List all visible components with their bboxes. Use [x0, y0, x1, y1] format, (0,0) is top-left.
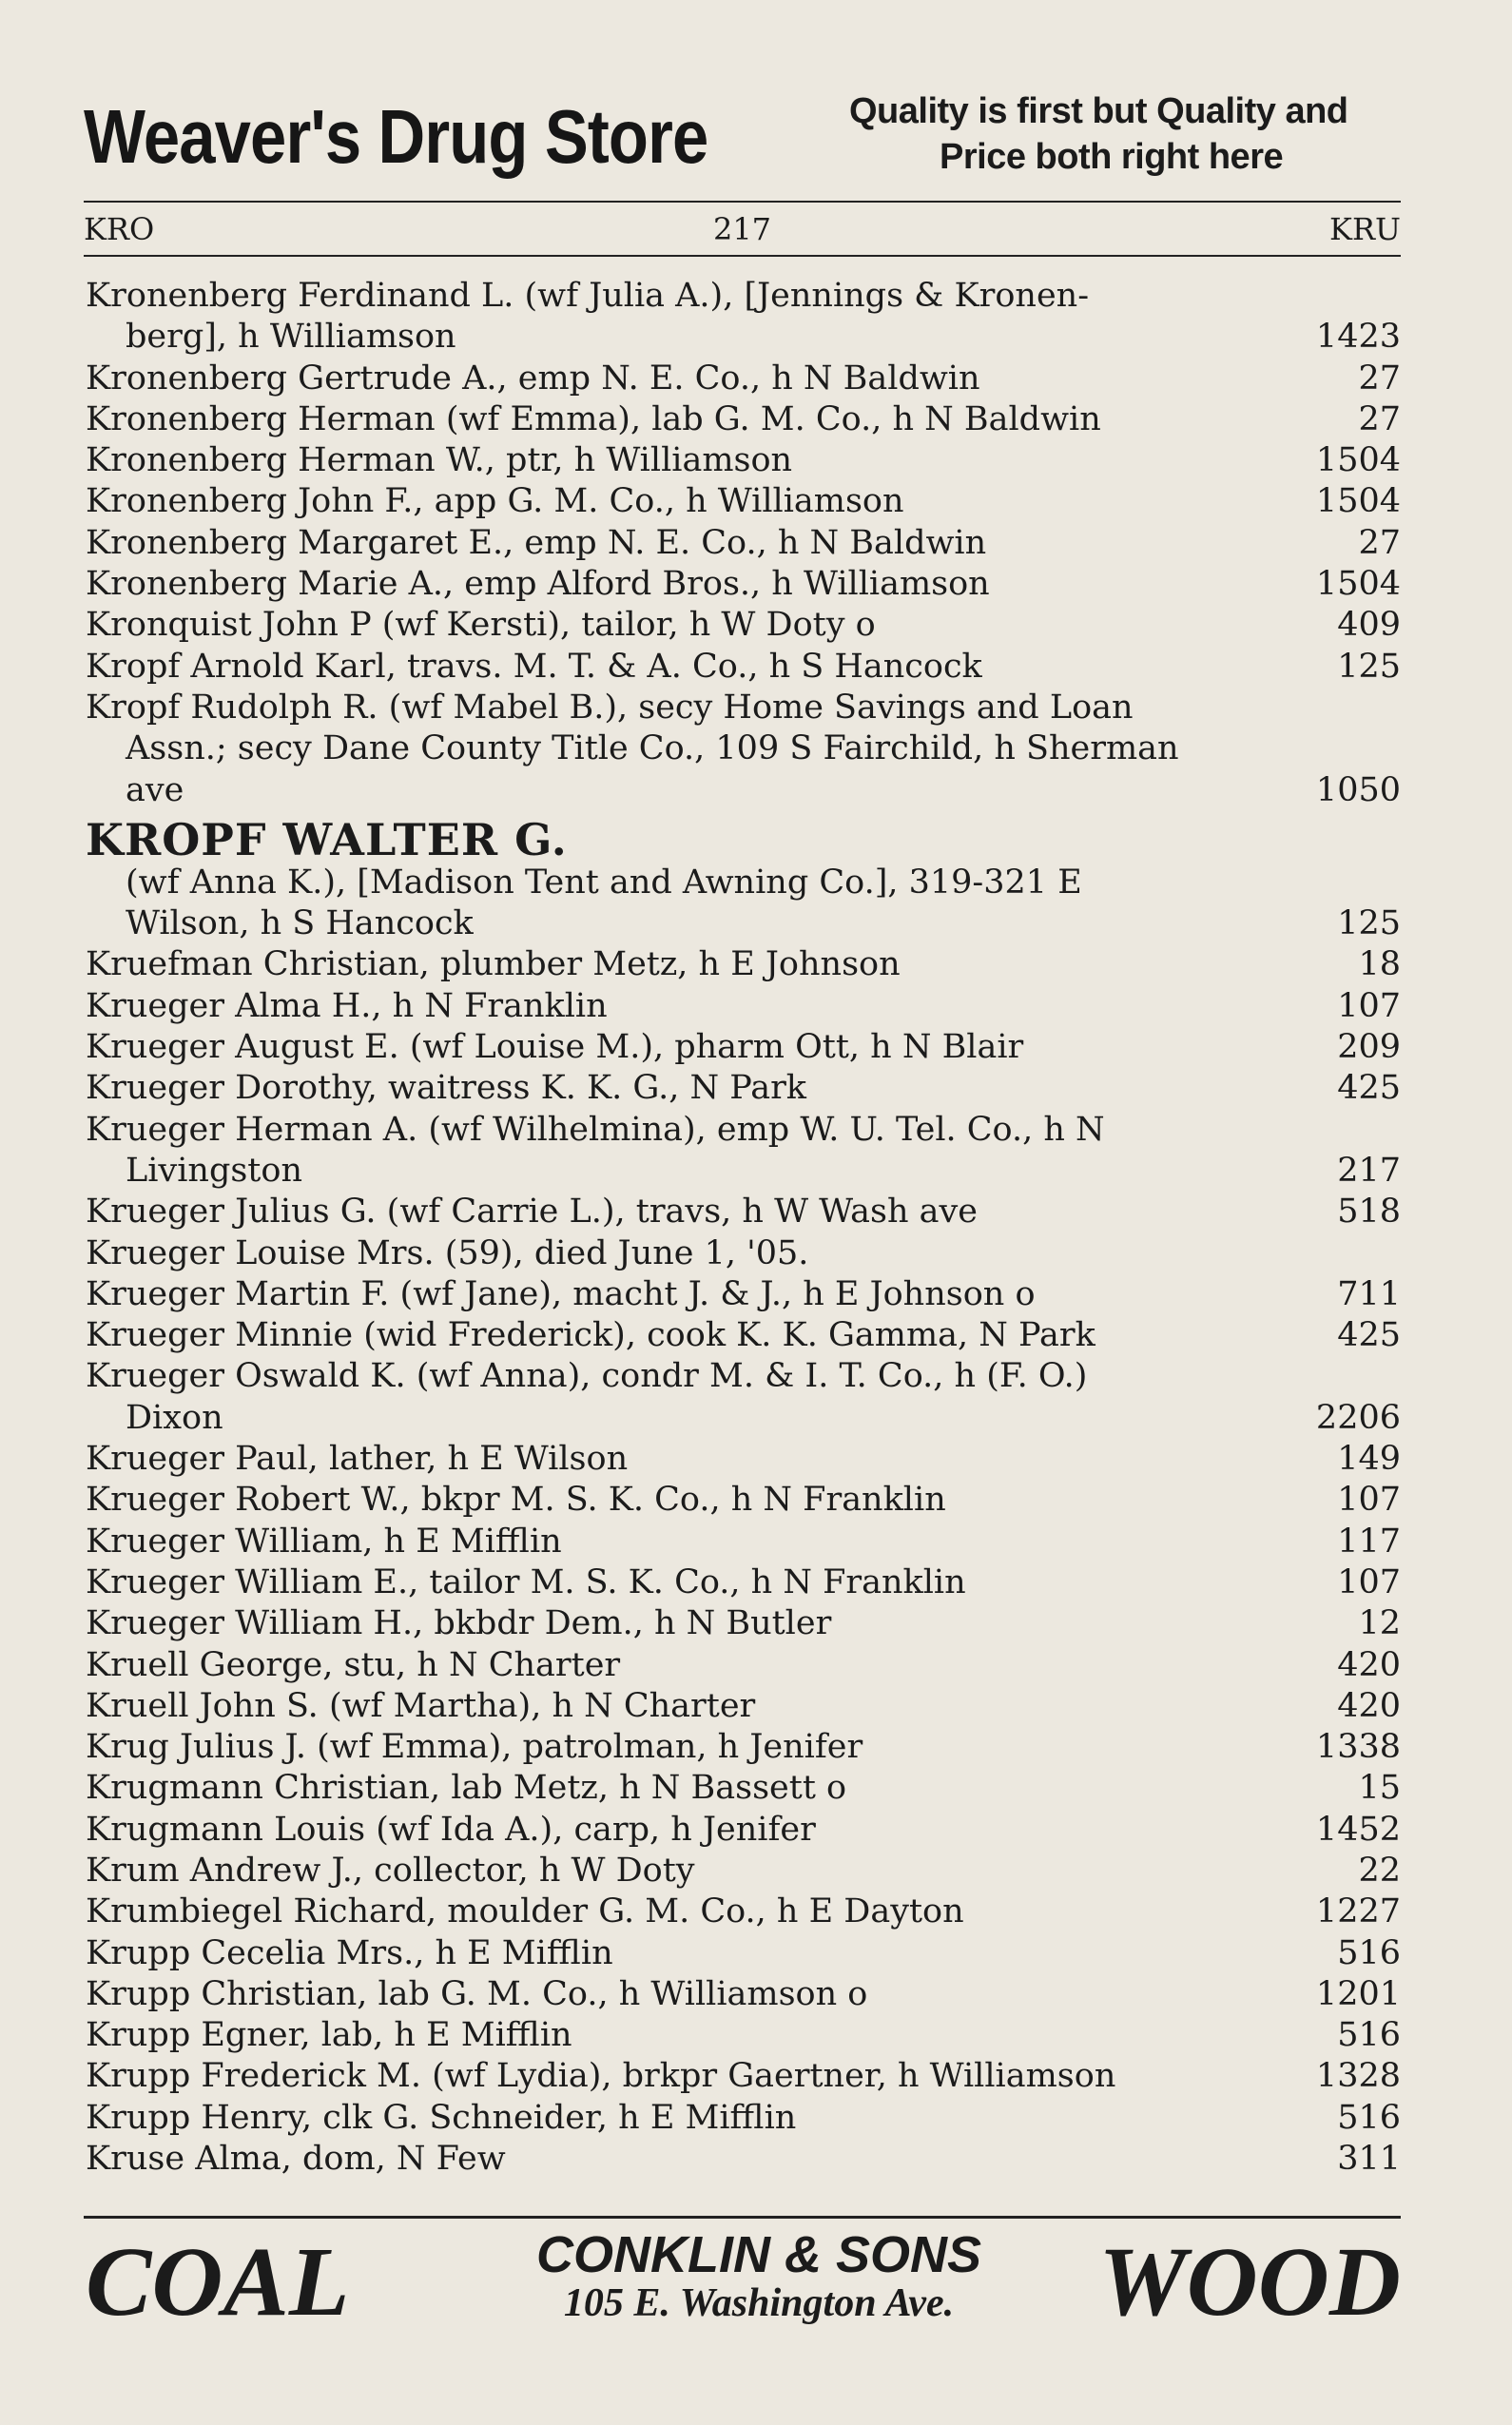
house-number: 1328: [1315, 2057, 1401, 2096]
house-number: 12: [1358, 1604, 1401, 1643]
list-item: [86, 1356, 1401, 1397]
running-head: [84, 211, 1401, 249]
entry-text: Kruell George, stu, h N Charter: [86, 1645, 621, 1684]
entry-text: Krueger Dorothy, waitress K. K. G., N Park: [86, 1069, 807, 1108]
entry-text: Krueger William, h E Mifflin: [86, 1522, 562, 1561]
ad-company-name: CONKLIN & SONS: [535, 2226, 982, 2283]
house-number: 27: [1358, 359, 1401, 398]
list-item: [86, 1603, 1401, 1644]
entry-text: Krueger Alma H., h N Franklin: [86, 986, 608, 1025]
entry-text: Assn.; secy Dane County Title Co., 109 S Fairchild, h Sherman: [126, 729, 1179, 768]
list-item: [86, 647, 1401, 688]
entry-text: Kronenberg Gertrude A., emp N. E. Co., h N Baldwin: [86, 359, 980, 398]
house-number: 1504: [1315, 441, 1401, 480]
entry-text: Krueger Julius G. (wf Carrie L.), travs, h W Wash ave: [86, 1193, 978, 1232]
house-number: 107: [1337, 986, 1401, 1025]
house-number: 27: [1358, 399, 1401, 438]
entry-text: Krueger Minnie (wid Frederick), cook K. K. Gamma, N Park: [86, 1316, 1095, 1355]
list-item: [86, 1068, 1401, 1109]
entry-text: Krug Julius J. (wf Emma), patrolman, h Jenifer: [86, 1728, 863, 1767]
house-number: 711: [1337, 1274, 1401, 1313]
entry-text: Krueger August E. (wf Louise M.), pharm Ott, h N Blair: [86, 1028, 1024, 1067]
list-item: [86, 317, 1401, 358]
footer-rule: [84, 2216, 1401, 2219]
list-item: [86, 1645, 1401, 1686]
house-number: 1050: [1315, 770, 1401, 809]
entry-text: Krugmann Christian, lab Metz, h N Bassett o: [86, 1769, 847, 1808]
header-rule: [84, 201, 1401, 203]
house-number: 107: [1337, 1481, 1401, 1520]
house-number: 420: [1337, 1686, 1401, 1725]
list-item: [86, 564, 1401, 605]
entry-text: berg], h Williamson: [126, 318, 456, 357]
list-item: [86, 1810, 1401, 1851]
list-item: [86, 903, 1401, 944]
entry-text: Krupp Egner, lab, h E Mifflin: [86, 2016, 572, 2055]
list-item: [86, 605, 1401, 646]
house-number: 15: [1358, 1769, 1401, 1808]
entry-text: Krupp Frederick M. (wf Lydia), brkpr Gaertner, h Williamson: [86, 2057, 1116, 2096]
house-number: 1423: [1315, 318, 1401, 357]
ad-wood-word: WOOD: [1098, 2227, 1401, 2337]
entry-text: Livingston: [126, 1151, 302, 1190]
ad-company-address: 105 E. Washington Ave.: [563, 2281, 955, 2325]
entry-text: Kropf Arnold Karl, travs. M. T. & A. Co., h S Hancock: [86, 647, 982, 686]
entry-text: Kruse Alma, dom, N Few: [86, 2140, 506, 2179]
house-number: 125: [1337, 904, 1401, 943]
list-item: [86, 2015, 1401, 2056]
list-item: [86, 2139, 1401, 2180]
directory-listing: [86, 276, 1401, 2180]
entry-text: Kronenberg Ferdinand L. (wf Julia A.), [Jennings & Kronen-: [86, 277, 1090, 315]
ad-coal-word: COAL: [86, 2227, 350, 2337]
list-item: [86, 1027, 1401, 1068]
list-item: [86, 1439, 1401, 1480]
list-item: [86, 688, 1401, 728]
house-number: 107: [1337, 1562, 1401, 1601]
entry-text: Krupp Christian, lab G. M. Co., h Williamson o: [86, 1974, 868, 2013]
house-number: 409: [1337, 606, 1401, 645]
entry-text: Krueger Paul, lather, h E Wilson: [86, 1440, 629, 1479]
entry-text: Kronenberg Herman (wf Emma), lab G. M. Co., h N Baldwin: [86, 399, 1101, 438]
entry-text: Kronenberg John F., app G. M. Co., h Williamson: [86, 482, 904, 521]
entry-text: Kruefman Christian, plumber Metz, h E Johnson: [86, 945, 901, 984]
house-number: 209: [1337, 1028, 1401, 1067]
entry-text: Wilson, h S Hancock: [126, 904, 474, 943]
entry-text: Krueger Robert W., bkpr M. S. K. Co., h N Franklin: [86, 1481, 946, 1520]
house-number: 1504: [1315, 565, 1401, 604]
house-number: 1227: [1315, 1892, 1401, 1931]
entry-text: Kronenberg Herman W., ptr, h Williamson: [86, 441, 793, 480]
house-number: 518: [1337, 1193, 1401, 1232]
list-item: [86, 1768, 1401, 1809]
list-item: [86, 1151, 1401, 1192]
entry-text: Kruell John S. (wf Martha), h N Charter: [86, 1686, 756, 1725]
entry-text: Krueger Herman A. (wf Wilhelmina), emp W. U. Tel. Co., h N: [86, 1110, 1105, 1149]
entry-text: Krumbiegel Richard, moulder G. M. Co., h E Dayton: [86, 1892, 964, 1931]
entry-text: Krugmann Louis (wf Ida A.), carp, h Jenifer: [86, 1810, 816, 1849]
list-item: [86, 1933, 1401, 1974]
entry-text: Krupp Cecelia Mrs., h E Mifflin: [86, 1933, 613, 1972]
entry-text: Krum Andrew J., collector, h W Doty: [86, 1851, 695, 1890]
house-number: 1452: [1315, 1810, 1401, 1849]
list-item: [86, 1480, 1401, 1521]
list-item: [86, 523, 1401, 564]
entry-text: Krueger William H., bkbdr Dem., h N Butler: [86, 1604, 832, 1643]
list-item: [86, 1315, 1401, 1356]
entry-text: Dixon: [126, 1398, 223, 1437]
entry-text: Krueger Martin F. (wf Jane), macht J. & J., h E Johnson o: [86, 1274, 1036, 1313]
list-item: [86, 1562, 1401, 1603]
house-number: 18: [1358, 945, 1401, 984]
entry-text: Krupp Henry, clk G. Schneider, h E Mifflin: [86, 2098, 797, 2137]
house-number: 149: [1337, 1440, 1401, 1479]
list-item: [86, 276, 1401, 317]
entry-text: ave: [126, 770, 184, 809]
list-item: [86, 1851, 1401, 1892]
house-number: 516: [1337, 2016, 1401, 2055]
list-item: [86, 481, 1401, 522]
house-number: 1201: [1315, 1974, 1401, 2013]
house-number: 425: [1337, 1316, 1401, 1355]
house-number: 516: [1337, 2098, 1401, 2137]
house-number: 311: [1337, 2140, 1401, 2179]
entry-text: Kronenberg Marie A., emp Alford Bros., h Williamson: [86, 565, 990, 604]
house-number: 2206: [1315, 1398, 1401, 1437]
list-item: [86, 1110, 1401, 1151]
ad-slogan-line-1: Quality is first but Quality and: [849, 91, 1348, 131]
entry-text: Kropf Rudolph R. (wf Mabel B.), secy Home Savings and Loan: [86, 688, 1134, 727]
list-item: [86, 1727, 1401, 1768]
page-number: 217: [712, 211, 772, 247]
list-item: [86, 440, 1401, 481]
guide-word-start: KRO: [84, 211, 155, 247]
entry-text: Krueger Louise Mrs. (59), died June 1, '05.: [86, 1233, 809, 1272]
guide-word-end: KRU: [1329, 211, 1401, 247]
house-number: 425: [1337, 1069, 1401, 1108]
list-item: [86, 863, 1401, 903]
house-number: 1338: [1315, 1728, 1401, 1767]
house-number: 125: [1337, 647, 1401, 686]
list-item: [86, 399, 1401, 440]
entry-text: Krueger Oswald K. (wf Anna), condr M. & I. T. Co., h (F. O.): [86, 1357, 1088, 1396]
footer-advertisement: [84, 2225, 1401, 2339]
list-item: [86, 1892, 1401, 1932]
list-item: [86, 1192, 1401, 1232]
ad-slogan-line-2: Price both right here: [940, 137, 1284, 177]
running-head-rule: [84, 255, 1401, 257]
entry-text: (wf Anna K.), [Madison Tent and Awning Co.], 319-321 E: [126, 863, 1082, 902]
house-number: 117: [1337, 1522, 1401, 1561]
list-item: [86, 986, 1401, 1027]
entry-text: Kronenberg Margaret E., emp N. E. Co., h N Baldwin: [86, 523, 987, 562]
list-item: [86, 1398, 1401, 1439]
list-item: [86, 2056, 1401, 2097]
list-item: [86, 359, 1401, 399]
entry-text: Kronquist John P (wf Kersti), tailor, h W Doty o: [86, 606, 876, 645]
house-number: 27: [1358, 523, 1401, 562]
list-item: [86, 944, 1401, 985]
house-number: 22: [1358, 1851, 1401, 1890]
list-item: [86, 2098, 1401, 2139]
entry-text: Krueger William E., tailor M. S. K. Co., h N Franklin: [86, 1562, 966, 1601]
house-number: 420: [1337, 1645, 1401, 1684]
list-item: [86, 1974, 1401, 2015]
list-item: [86, 770, 1401, 811]
bold-entry-heading: KROPF WALTER G.: [86, 813, 568, 865]
house-number: 1504: [1315, 482, 1401, 521]
list-item: [86, 1274, 1401, 1315]
list-item: [86, 1522, 1401, 1562]
header-advertisement: [84, 86, 1401, 190]
store-name: Weaver's Drug Store: [84, 94, 708, 179]
list-item: [86, 1233, 1401, 1274]
list-item: [86, 728, 1401, 769]
list-item: [86, 1686, 1401, 1727]
house-number: 217: [1337, 1151, 1401, 1190]
house-number: 516: [1337, 1933, 1401, 1972]
